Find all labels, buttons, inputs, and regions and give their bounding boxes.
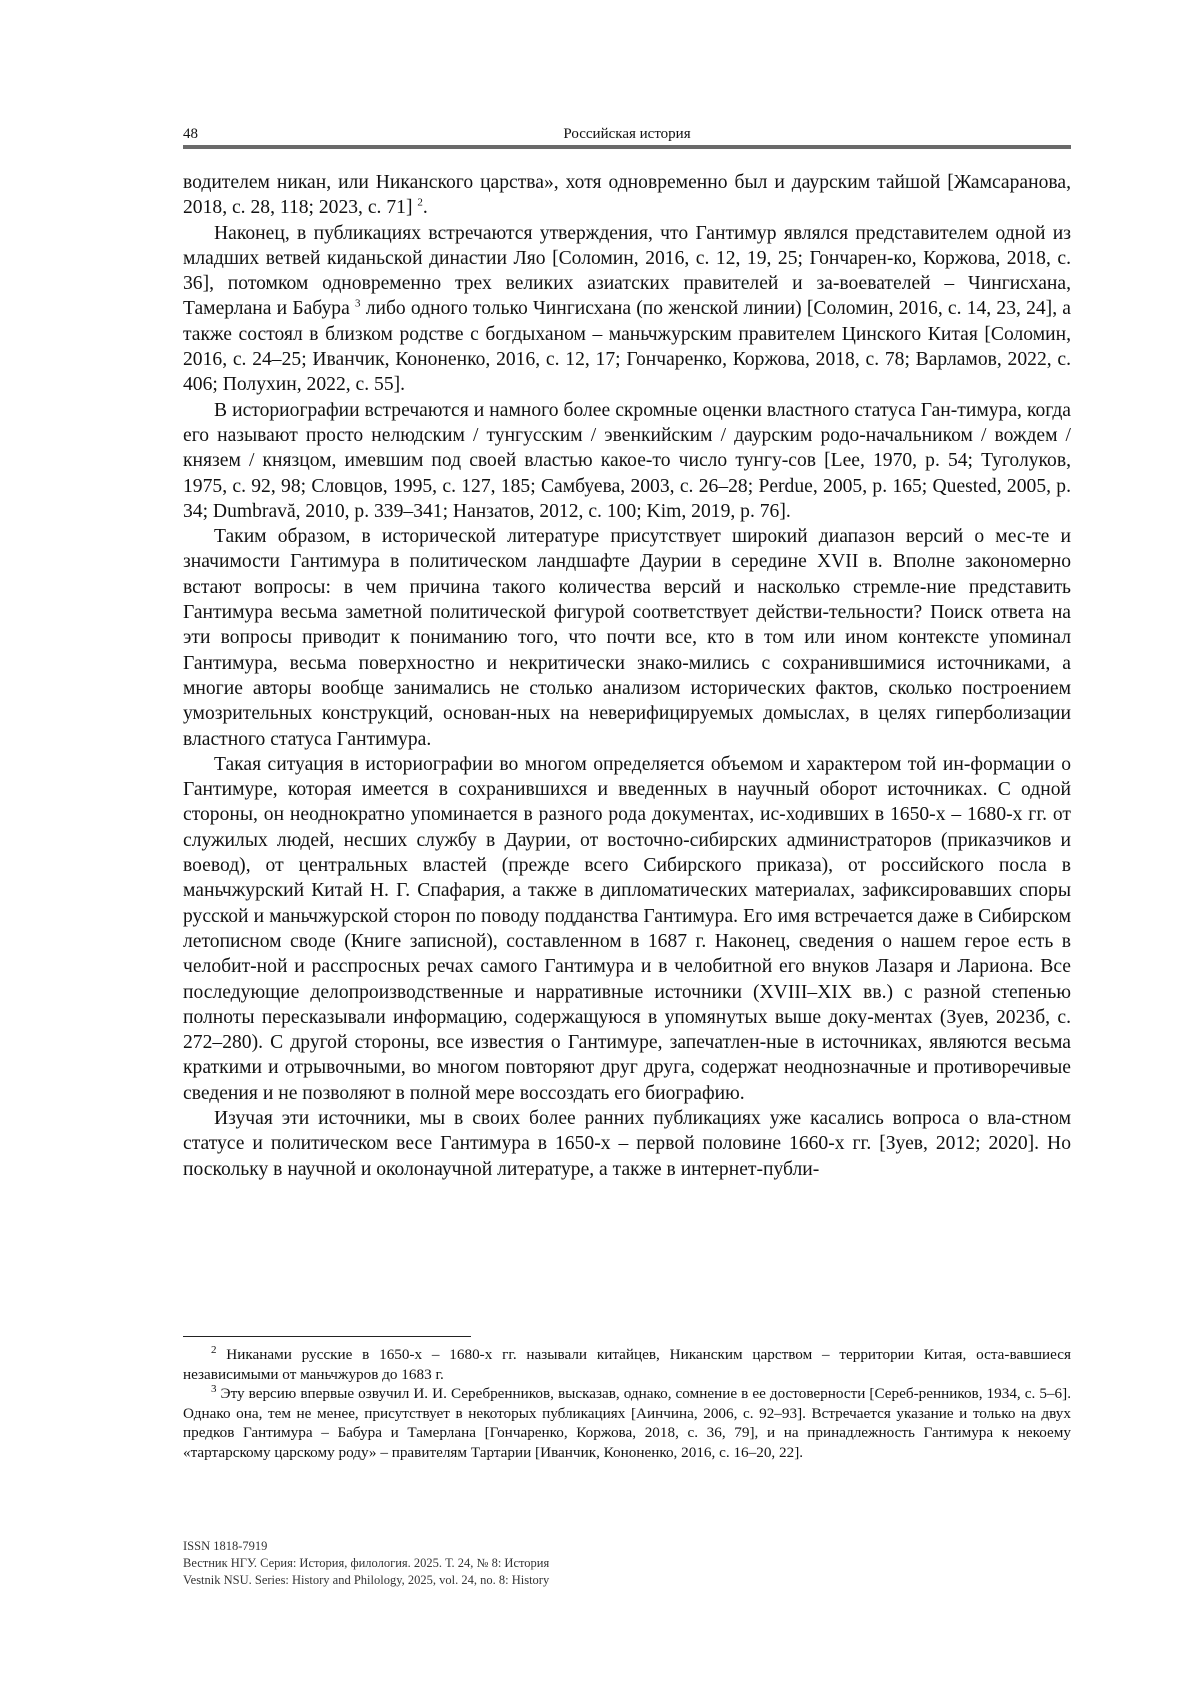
footnote: 3 Эту версию впервые озвучил И. И. Серебренников, высказав, однако, сомнение в ее достоверности [Сереб-ренников, 1934, с. 5–6]. Однако она, тем не менее, присутствует в некоторых публикациях [Аинчина, 2006, с. 92–93]. Встречается указание и только на двух предков Гантимура – Бабура и Тамерлана [Гончаренко, Коржова, 2018, с. 36, 79], и на принадлежность Гантимура к некоему «тартарскому царскому роду» – правителям Тартарии [Иванчик, Кононенко, 2016, с. 16–20, 22]. [183,1384,1071,1462]
footnote-ref[interactable]: 3 [355,298,361,310]
footnote-separator [183,1336,471,1337]
paragraph: В историографии встречаются и намного более скромные оценки властного статуса Ган-тимура, когда его называют просто нелюдским / тунгусским / эвенкийским / даурским родо-начальником / вождем / князем / князцом, имевшим под своей властью какое-то число тунгу-сов [Lee, 1970, p. 54; Туголуков, 1975, с. 92, 98; Словцов, 1995, с. 127, 185; Самбуева, 2003, с. 26–28; Perdue, 2005, p. 165; Quested, 2005, p. 34; Dumbravă, 2010, p. 339–341; Нанзатов, 2012, с. 100; Kim, 2019, p. 76]. [183,398,1071,524]
journal-title-en: Vestnik NSU. Series: History and Philology, 2025, vol. 24, no. 8: History [183,1572,783,1589]
footnote-ref[interactable]: 2 [417,197,423,209]
paragraph: Изучая эти источники, мы в своих более ранних публикациях уже касались вопроса о вла-стном статусе и политическом весе Гантимура в 1650-х – первой половине 1660-х гг. [Зуев, 2012; 2020]. Но поскольку в научной и околонаучной литературе, а также в интернет-публи- [183,1106,1071,1182]
footnote-number: 3 [211,1383,217,1395]
running-header [183,123,1071,147]
paragraph: Наконец, в публикациях встречаются утверждения, что Гантимур являлся представителем одной из младших ветвей киданьской династии Ляо [Соломин, 2016, с. 12, 19, 25; Гончарен-ко, Коржова, 2018, с. 36], потомком одновременно трех великих азиатских правителей и за-воевателей – Чингисхана, Тамерлана и Бабура 3 либо одного только Чингисхана (по женской линии) [Соломин, 2016, с. 14, 23, 24], а также состоял в близком родстве с богдыханом – маньчжурским правителем Цинского Китая [Соломин, 2016, с. 24–25; Иванчик, Кононенко, 2016, с. 12, 17; Гончаренко, Коржова, 2018, с. 78; Варламов, 2022, с. 406; Полухин, 2022, с. 55]. [183,221,1071,398]
journal-page [0,0,1200,1697]
footnote-number: 2 [211,1344,217,1356]
article-body [183,170,1071,1182]
paragraph: Такая ситуация в историографии во многом определяется объемом и характером той ин-формации о Гантимуре, которая имеется в сохранившихся и введенных в научный оборот источниках. С одной стороны, он неоднократно упоминается в разного рода документах, ис-ходивших в 1650-х – 1680-х гг. от служилых людей, несших службу в Даурии, от восточно-сибирских администраторов (приказчиков и воевод), от центральных властей (прежде всего Сибирского приказа), от российского посла в маньчжурский Китай Н. Г. Спафария, а также в дипломатических материалах, зафиксировавших споры русской и маньчжурской сторон по поводу подданства Гантимура. Его имя встречается даже в Сибирском летописном своде (Книге записной), составленном в 1687 г. Наконец, сведения о нашем герое есть в челобит-ной и расспросных речах самого Гантимура и в челобитной его внуков Лазаря и Лариона. Все последующие делопроизводственные и нарративные источники (XVIII–XIX вв.) с разной степенью полноты пересказывали информацию, содержащуюся в упомянутых выше доку-ментах (Зуев, 2023б, с. 272–280). С другой стороны, все известия о Гантимуре, запечатлен-ные в источниках, являются весьма краткими и отрывочными, во многом повторяют друг друга, содержат неоднозначные и противоречивые сведения и не позволяют в полной мере воссоздать его биографию. [183,752,1071,1106]
issn: ISSN 1818-7919 [183,1538,783,1555]
page-footer [183,1538,783,1589]
page-number: 48 [183,126,198,143]
journal-title-ru: Вестник НГУ. Серия: История, филология. 2025. Т. 24, № 8: История [183,1555,783,1572]
footnotes [183,1345,1071,1462]
paragraph: водителем никан, или Никанского царства», хотя одновременно был и даурским тайшой [Жамсаранова, 2018, с. 28, 118; 2023, с. 71] 2. [183,170,1071,221]
header-rule [183,145,1071,149]
running-title: Российская история [183,126,1071,143]
paragraph: Таким образом, в исторической литературе присутствует широкий диапазон версий о мес-те и значимости Гантимура в политическом ландшафте Даурии в середине XVII в. Вполне закономерно встают вопросы: в чем причина такого количества версий и насколько стремле-ние представить Гантимура весьма заметной политической фигурой соответствует действи-тельности? Поиск ответа на эти вопросы приводит к пониманию того, что почти все, кто в том или ином контексте упоминал Гантимура, весьма поверхностно и некритически знако-мились с сохранившимися источниками, а многие авторы вообще занимались не столько анализом исторических фактов, сколько построением умозрительных конструкций, основан-ных на неверифицируемых домыслах, в целях гиперболизации властного статуса Гантимура. [183,524,1071,752]
footnote: 2 Никанами русские в 1650-х – 1680-х гг. называли китайцев, Никанским царством – территории Китая, оста-вавшиеся независимыми от маньчжуров до 1683 г. [183,1345,1071,1384]
